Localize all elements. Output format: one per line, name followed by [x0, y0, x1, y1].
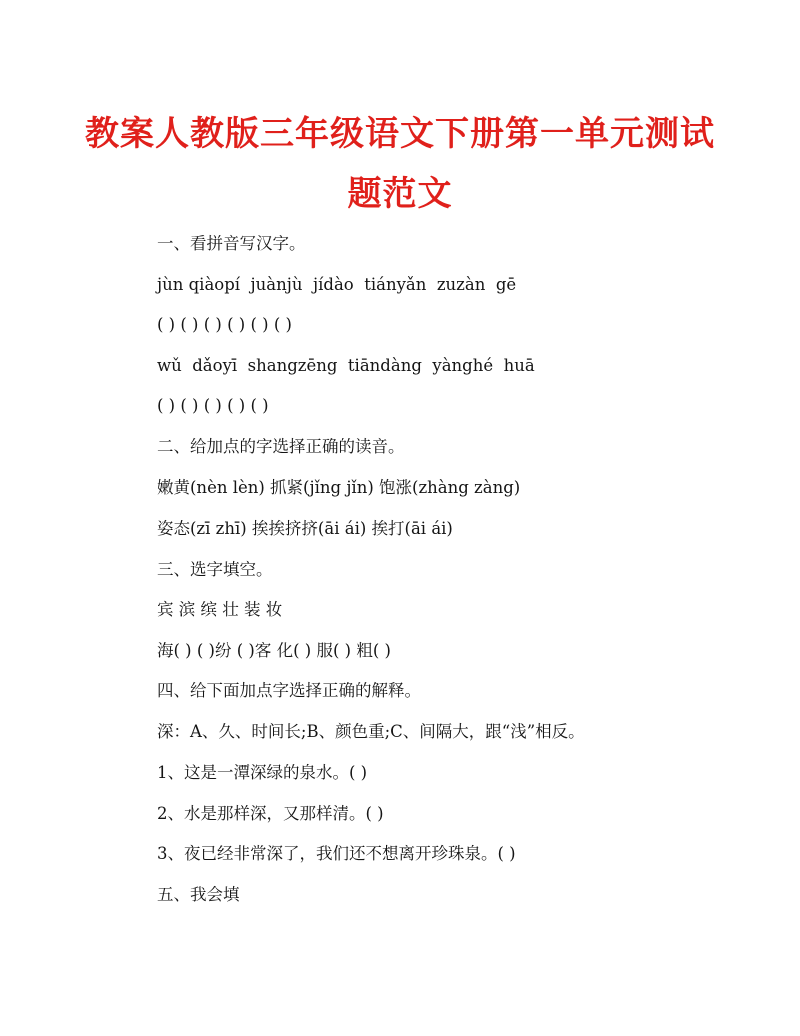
question-3: 3、夜已经非常深了，我们还不想离开珍珠泉。( ) — [157, 844, 516, 863]
document-title-line-2: 题范文 — [347, 174, 453, 214]
question-2: 2、水是那样深，又那样清。( ) — [157, 804, 384, 823]
question-1: 1、这是一潭深绿的泉水。( ) — [157, 763, 368, 782]
pronunciation-row-1: 嫩黄(nèn lèn) 抓紧(jǐng jǐn) 饱涨(zhàng zàng) — [157, 478, 521, 497]
character-choices: 宾 滨 缤 壮 装 妆 — [157, 600, 283, 619]
definition-options: 深：A、久、时间长;B、颜色重;C、间隔大，跟“浅”相反。 — [157, 722, 585, 741]
pinyin-row-2: wǔ dǎoyī shangzēng tiāndàng yànghé huā — [157, 356, 535, 375]
pinyin-row-1: jùn qiàopí juànjù jídào tiányǎn zuzàn gē — [157, 275, 517, 294]
section-5-heading: 五、我会填 — [157, 885, 240, 904]
section-3-heading: 三、选字填空。 — [157, 560, 273, 579]
section-1-heading: 一、看拼音写汉字。 — [157, 234, 306, 253]
fill-blanks-row: 海( ) ( )纷 ( )客 化( ) 服( ) 粗( ) — [157, 641, 391, 660]
section-4-heading: 四、给下面加点字选择正确的解释。 — [157, 681, 421, 700]
pronunciation-row-2: 姿态(zī zhī) 挨挨挤挤(āi ái) 挨打(āi ái) — [157, 519, 453, 538]
blank-row-2: ( ) ( ) ( ) ( ) ( ) — [157, 396, 269, 415]
document-title-line-1: 教案人教版三年级语文下册第一单元测试 — [85, 114, 715, 154]
section-2-heading: 二、给加点的字选择正确的读音。 — [157, 437, 405, 456]
blank-row-1: ( ) ( ) ( ) ( ) ( ) ( ) — [157, 315, 292, 334]
